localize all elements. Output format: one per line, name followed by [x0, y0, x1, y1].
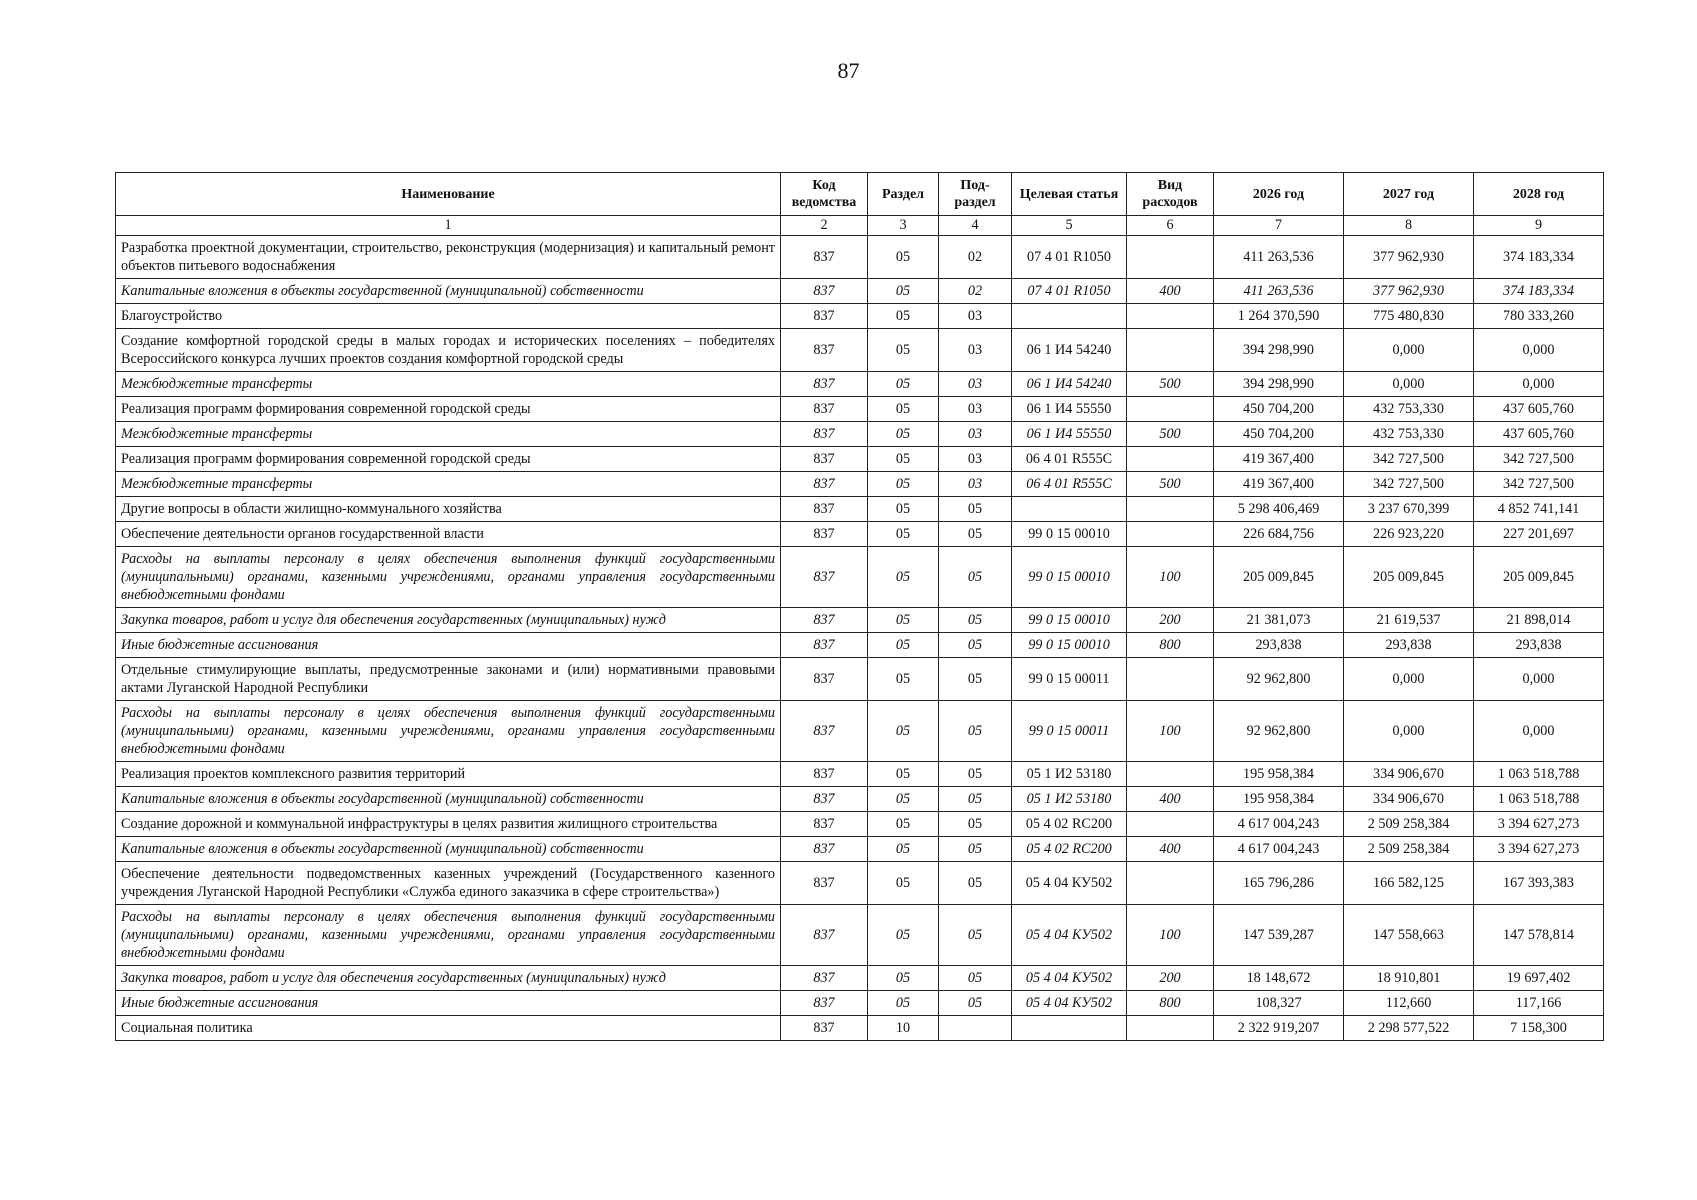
- row-value-2026: 21 381,073: [1214, 608, 1344, 633]
- row-value-2026: 5 298 406,469: [1214, 497, 1344, 522]
- row-vid: [1127, 1016, 1214, 1041]
- header-2027: 2027 год: [1344, 173, 1474, 216]
- row-name: Закупка товаров, работ и услуг для обеспечения государственных (муниципальных) нужд: [116, 966, 781, 991]
- row-podrazdel: 05: [939, 497, 1012, 522]
- row-value-2027: 2 509 258,384: [1344, 837, 1474, 862]
- row-value-2027: 2 298 577,522: [1344, 1016, 1474, 1041]
- row-name: Межбюджетные трансферты: [116, 372, 781, 397]
- row-value-2028: 437 605,760: [1474, 397, 1604, 422]
- header-2028: 2028 год: [1474, 173, 1604, 216]
- row-name: Благоустройство: [116, 304, 781, 329]
- row-statya: 05 1 И2 53180: [1012, 762, 1127, 787]
- row-vid: 100: [1127, 701, 1214, 762]
- row-statya: 05 4 04 КУ502: [1012, 991, 1127, 1016]
- row-razdel: 05: [868, 236, 939, 279]
- row-razdel: 05: [868, 991, 939, 1016]
- row-value-2028: 780 333,260: [1474, 304, 1604, 329]
- row-statya: [1012, 304, 1127, 329]
- row-kod: 837: [781, 372, 868, 397]
- table-row: [116, 787, 1604, 812]
- row-kod: 837: [781, 837, 868, 862]
- row-razdel: 05: [868, 701, 939, 762]
- row-kod: 837: [781, 966, 868, 991]
- row-value-2028: 21 898,014: [1474, 608, 1604, 633]
- row-value-2028: 342 727,500: [1474, 472, 1604, 497]
- row-podrazdel: 03: [939, 329, 1012, 372]
- table-row: [116, 279, 1604, 304]
- row-razdel: 05: [868, 608, 939, 633]
- row-kod: 837: [781, 658, 868, 701]
- row-razdel: 05: [868, 966, 939, 991]
- column-number: 1: [116, 216, 781, 236]
- row-podrazdel: 05: [939, 837, 1012, 862]
- column-number: 3: [868, 216, 939, 236]
- row-name: Межбюджетные трансферты: [116, 472, 781, 497]
- row-value-2027: 0,000: [1344, 372, 1474, 397]
- row-podrazdel: 03: [939, 447, 1012, 472]
- table-row: [116, 608, 1604, 633]
- row-kod: 837: [781, 633, 868, 658]
- row-value-2028: 0,000: [1474, 372, 1604, 397]
- table-row: [116, 372, 1604, 397]
- row-name: Отдельные стимулирующие выплаты, предусмотренные законами и (или) нормативными правовыми актами Луганской Народной Республики: [116, 658, 781, 701]
- row-razdel: 05: [868, 633, 939, 658]
- row-vid: 200: [1127, 966, 1214, 991]
- row-podrazdel: 03: [939, 397, 1012, 422]
- row-name: Иные бюджетные ассигнования: [116, 633, 781, 658]
- row-razdel: 05: [868, 422, 939, 447]
- header-statya: Целевая статья: [1012, 173, 1127, 216]
- column-number: 4: [939, 216, 1012, 236]
- row-value-2026: 147 539,287: [1214, 905, 1344, 966]
- row-value-2026: 18 148,672: [1214, 966, 1344, 991]
- table-row: [116, 762, 1604, 787]
- row-value-2026: 2 322 919,207: [1214, 1016, 1344, 1041]
- row-razdel: 05: [868, 762, 939, 787]
- row-kod: 837: [781, 608, 868, 633]
- row-value-2026: 108,327: [1214, 991, 1344, 1016]
- row-vid: [1127, 812, 1214, 837]
- row-value-2026: 226 684,756: [1214, 522, 1344, 547]
- row-value-2027: 21 619,537: [1344, 608, 1474, 633]
- row-statya: 05 4 04 КУ502: [1012, 966, 1127, 991]
- row-value-2027: 112,660: [1344, 991, 1474, 1016]
- row-value-2028: 374 183,334: [1474, 236, 1604, 279]
- row-podrazdel: 02: [939, 279, 1012, 304]
- row-podrazdel: 05: [939, 991, 1012, 1016]
- row-value-2027: 432 753,330: [1344, 397, 1474, 422]
- row-name: Создание дорожной и коммунальной инфраструктуры в целях развития жилищного строительства: [116, 812, 781, 837]
- row-value-2026: 92 962,800: [1214, 701, 1344, 762]
- row-vid: 500: [1127, 422, 1214, 447]
- row-name: Обеспечение деятельности органов государственной власти: [116, 522, 781, 547]
- row-value-2026: 205 009,845: [1214, 547, 1344, 608]
- row-kod: 837: [781, 472, 868, 497]
- row-kod: 837: [781, 1016, 868, 1041]
- table-row: [116, 862, 1604, 905]
- table-row: [116, 812, 1604, 837]
- row-statya: [1012, 497, 1127, 522]
- table-row: [116, 397, 1604, 422]
- row-value-2028: 1 063 518,788: [1474, 787, 1604, 812]
- row-statya: 05 4 02 RC200: [1012, 812, 1127, 837]
- row-podrazdel: 03: [939, 304, 1012, 329]
- row-value-2027: 0,000: [1344, 701, 1474, 762]
- row-name: Расходы на выплаты персоналу в целях обеспечения выполнения функций государственными (муниципальными) органами, казенными учреждениями, органами управления государственными внебюджетными фондами: [116, 547, 781, 608]
- row-razdel: 05: [868, 397, 939, 422]
- row-name: Социальная политика: [116, 1016, 781, 1041]
- row-statya: [1012, 1016, 1127, 1041]
- row-kod: 837: [781, 522, 868, 547]
- row-razdel: 05: [868, 812, 939, 837]
- row-value-2027: 377 962,930: [1344, 279, 1474, 304]
- table-row: [116, 701, 1604, 762]
- table-row: [116, 991, 1604, 1016]
- row-vid: 400: [1127, 837, 1214, 862]
- row-kod: 837: [781, 812, 868, 837]
- row-statya: 06 1 И4 54240: [1012, 329, 1127, 372]
- column-number: 9: [1474, 216, 1604, 236]
- row-value-2027: 342 727,500: [1344, 447, 1474, 472]
- row-value-2026: 1 264 370,590: [1214, 304, 1344, 329]
- row-razdel: 05: [868, 547, 939, 608]
- row-vid: [1127, 304, 1214, 329]
- row-name: Закупка товаров, работ и услуг для обеспечения государственных (муниципальных) нужд: [116, 608, 781, 633]
- row-name: Расходы на выплаты персоналу в целях обеспечения выполнения функций государственными (муниципальными) органами, казенными учреждениями, органами управления государственными внебюджетными фондами: [116, 905, 781, 966]
- row-value-2028: 342 727,500: [1474, 447, 1604, 472]
- row-value-2026: 411 263,536: [1214, 236, 1344, 279]
- row-razdel: 05: [868, 837, 939, 862]
- header-name: Наименование: [116, 173, 781, 216]
- row-value-2027: 775 480,830: [1344, 304, 1474, 329]
- row-podrazdel: 05: [939, 701, 1012, 762]
- row-podrazdel: 03: [939, 472, 1012, 497]
- row-kod: 837: [781, 905, 868, 966]
- column-number: 8: [1344, 216, 1474, 236]
- row-statya: 99 0 15 00011: [1012, 701, 1127, 762]
- row-value-2028: 147 578,814: [1474, 905, 1604, 966]
- table-row: [116, 633, 1604, 658]
- row-value-2026: 419 367,400: [1214, 472, 1344, 497]
- row-kod: 837: [781, 547, 868, 608]
- table-row: [116, 422, 1604, 447]
- table-row: [116, 304, 1604, 329]
- row-value-2028: 437 605,760: [1474, 422, 1604, 447]
- row-podrazdel: 03: [939, 372, 1012, 397]
- row-name: Капитальные вложения в объекты государственной (муниципальной) собственности: [116, 279, 781, 304]
- row-value-2026: 411 263,536: [1214, 279, 1344, 304]
- row-statya: 99 0 15 00010: [1012, 608, 1127, 633]
- row-value-2026: 92 962,800: [1214, 658, 1344, 701]
- row-value-2026: 4 617 004,243: [1214, 812, 1344, 837]
- row-value-2026: 195 958,384: [1214, 787, 1344, 812]
- table-row: [116, 497, 1604, 522]
- row-value-2028: 7 158,300: [1474, 1016, 1604, 1041]
- row-razdel: 05: [868, 497, 939, 522]
- row-statya: 05 1 И2 53180: [1012, 787, 1127, 812]
- row-razdel: 05: [868, 304, 939, 329]
- row-vid: [1127, 762, 1214, 787]
- row-value-2028: 227 201,697: [1474, 522, 1604, 547]
- row-value-2027: 293,838: [1344, 633, 1474, 658]
- row-kod: 837: [781, 329, 868, 372]
- row-value-2026: 450 704,200: [1214, 422, 1344, 447]
- row-value-2027: 334 906,670: [1344, 787, 1474, 812]
- row-value-2027: 166 582,125: [1344, 862, 1474, 905]
- row-razdel: 05: [868, 447, 939, 472]
- row-kod: 837: [781, 304, 868, 329]
- row-vid: 200: [1127, 608, 1214, 633]
- row-statya: 07 4 01 R1050: [1012, 279, 1127, 304]
- table-row: [116, 547, 1604, 608]
- row-statya: 06 4 01 R555C: [1012, 472, 1127, 497]
- row-razdel: 05: [868, 472, 939, 497]
- row-value-2028: 1 063 518,788: [1474, 762, 1604, 787]
- table-row: [116, 658, 1604, 701]
- table-row: [116, 447, 1604, 472]
- row-value-2028: 0,000: [1474, 658, 1604, 701]
- row-vid: 500: [1127, 372, 1214, 397]
- row-razdel: 05: [868, 329, 939, 372]
- row-kod: 837: [781, 279, 868, 304]
- row-vid: [1127, 522, 1214, 547]
- row-value-2026: 450 704,200: [1214, 397, 1344, 422]
- table-row: [116, 236, 1604, 279]
- row-podrazdel: 05: [939, 812, 1012, 837]
- row-kod: 837: [781, 236, 868, 279]
- row-vid: [1127, 497, 1214, 522]
- row-value-2027: 147 558,663: [1344, 905, 1474, 966]
- row-value-2028: 4 852 741,141: [1474, 497, 1604, 522]
- header-2026: 2026 год: [1214, 173, 1344, 216]
- row-value-2027: 0,000: [1344, 658, 1474, 701]
- column-number: 5: [1012, 216, 1127, 236]
- column-number: 2: [781, 216, 868, 236]
- row-kod: 837: [781, 701, 868, 762]
- row-podrazdel: 05: [939, 608, 1012, 633]
- row-value-2028: 293,838: [1474, 633, 1604, 658]
- table-row: [116, 329, 1604, 372]
- page-number: 87: [837, 58, 860, 83]
- row-value-2026: 195 958,384: [1214, 762, 1344, 787]
- row-statya: 99 0 15 00010: [1012, 633, 1127, 658]
- column-number: 7: [1214, 216, 1344, 236]
- row-podrazdel: 05: [939, 762, 1012, 787]
- table-row: [116, 905, 1604, 966]
- row-kod: 837: [781, 397, 868, 422]
- header-podrazdel: Под-раздел: [939, 173, 1012, 216]
- row-name: Разработка проектной документации, строительство, реконструкция (модернизация) и капитальный ремонт объектов питьевого водоснабжения: [116, 236, 781, 279]
- row-vid: [1127, 658, 1214, 701]
- row-podrazdel: [939, 1016, 1012, 1041]
- row-vid: [1127, 397, 1214, 422]
- row-name: Расходы на выплаты персоналу в целях обеспечения выполнения функций государственными (муниципальными) органами, казенными учреждениями, органами управления государственными внебюджетными фондами: [116, 701, 781, 762]
- table-row: [116, 966, 1604, 991]
- row-razdel: 05: [868, 658, 939, 701]
- row-value-2027: 18 910,801: [1344, 966, 1474, 991]
- row-razdel: 05: [868, 862, 939, 905]
- row-value-2028: 19 697,402: [1474, 966, 1604, 991]
- row-value-2027: 432 753,330: [1344, 422, 1474, 447]
- row-value-2026: 293,838: [1214, 633, 1344, 658]
- row-value-2027: 226 923,220: [1344, 522, 1474, 547]
- row-name: Реализация проектов комплексного развития территорий: [116, 762, 781, 787]
- row-value-2028: 374 183,334: [1474, 279, 1604, 304]
- row-vid: [1127, 236, 1214, 279]
- row-kod: 837: [781, 787, 868, 812]
- column-number-row: [116, 216, 1604, 236]
- row-name: Реализация программ формирования современной городской среды: [116, 447, 781, 472]
- row-statya: 05 4 04 КУ502: [1012, 862, 1127, 905]
- row-kod: 837: [781, 762, 868, 787]
- table-row: [116, 472, 1604, 497]
- row-value-2028: 0,000: [1474, 329, 1604, 372]
- row-podrazdel: 05: [939, 905, 1012, 966]
- row-vid: 800: [1127, 991, 1214, 1016]
- row-razdel: 05: [868, 905, 939, 966]
- row-podrazdel: 05: [939, 966, 1012, 991]
- row-podrazdel: 05: [939, 522, 1012, 547]
- row-value-2028: 167 393,383: [1474, 862, 1604, 905]
- row-statya: 05 4 02 RC200: [1012, 837, 1127, 862]
- row-kod: 837: [781, 447, 868, 472]
- row-name: Создание комфортной городской среды в малых городах и исторических поселениях – победителях Всероссийского конкурса лучших проектов создания комфортной городской среды: [116, 329, 781, 372]
- row-statya: 06 1 И4 55550: [1012, 397, 1127, 422]
- row-value-2028: 117,166: [1474, 991, 1604, 1016]
- row-value-2027: 2 509 258,384: [1344, 812, 1474, 837]
- row-razdel: 10: [868, 1016, 939, 1041]
- row-vid: 500: [1127, 472, 1214, 497]
- row-vid: 400: [1127, 279, 1214, 304]
- row-value-2027: 205 009,845: [1344, 547, 1474, 608]
- row-statya: 06 4 01 R555C: [1012, 447, 1127, 472]
- row-vid: 400: [1127, 787, 1214, 812]
- header-razdel: Раздел: [868, 173, 939, 216]
- row-statya: 07 4 01 R1050: [1012, 236, 1127, 279]
- table-row: [116, 1016, 1604, 1041]
- row-statya: 99 0 15 00011: [1012, 658, 1127, 701]
- table-row: [116, 522, 1604, 547]
- table-row: [116, 837, 1604, 862]
- row-vid: [1127, 329, 1214, 372]
- row-value-2028: 3 394 627,273: [1474, 837, 1604, 862]
- row-name: Обеспечение деятельности подведомственных казенных учреждений (Государственного казенного учреждения Луганской Народной Республики «Служба единого заказчика в сфере строительства»): [116, 862, 781, 905]
- row-value-2027: 0,000: [1344, 329, 1474, 372]
- row-value-2026: 4 617 004,243: [1214, 837, 1344, 862]
- row-kod: 837: [781, 991, 868, 1016]
- row-vid: [1127, 447, 1214, 472]
- row-vid: 100: [1127, 547, 1214, 608]
- row-statya: 99 0 15 00010: [1012, 522, 1127, 547]
- row-razdel: 05: [868, 787, 939, 812]
- row-podrazdel: 05: [939, 658, 1012, 701]
- row-podrazdel: 02: [939, 236, 1012, 279]
- row-value-2026: 394 298,990: [1214, 329, 1344, 372]
- row-name: Капитальные вложения в объекты государственной (муниципальной) собственности: [116, 837, 781, 862]
- header-vid: Вид расходов: [1127, 173, 1214, 216]
- row-statya: 99 0 15 00010: [1012, 547, 1127, 608]
- row-value-2028: 3 394 627,273: [1474, 812, 1604, 837]
- row-value-2027: 377 962,930: [1344, 236, 1474, 279]
- budget-table: [115, 172, 1604, 1041]
- row-kod: 837: [781, 862, 868, 905]
- row-razdel: 05: [868, 522, 939, 547]
- row-name: Другие вопросы в области жилищно-коммунального хозяйства: [116, 497, 781, 522]
- row-podrazdel: 05: [939, 633, 1012, 658]
- row-value-2026: 165 796,286: [1214, 862, 1344, 905]
- row-vid: [1127, 862, 1214, 905]
- row-value-2026: 419 367,400: [1214, 447, 1344, 472]
- row-statya: 05 4 04 КУ502: [1012, 905, 1127, 966]
- row-vid: 800: [1127, 633, 1214, 658]
- column-number: 6: [1127, 216, 1214, 236]
- table-body: [116, 236, 1604, 1041]
- row-kod: 837: [781, 422, 868, 447]
- row-podrazdel: 05: [939, 862, 1012, 905]
- row-value-2027: 3 237 670,399: [1344, 497, 1474, 522]
- row-value-2027: 342 727,500: [1344, 472, 1474, 497]
- header-kod: Код ведомства: [781, 173, 868, 216]
- row-vid: 100: [1127, 905, 1214, 966]
- row-name: Иные бюджетные ассигнования: [116, 991, 781, 1016]
- row-podrazdel: 05: [939, 787, 1012, 812]
- row-name: Капитальные вложения в объекты государственной (муниципальной) собственности: [116, 787, 781, 812]
- row-podrazdel: 03: [939, 422, 1012, 447]
- row-value-2028: 205 009,845: [1474, 547, 1604, 608]
- row-name: Межбюджетные трансферты: [116, 422, 781, 447]
- row-name: Реализация программ формирования современной городской среды: [116, 397, 781, 422]
- row-value-2026: 394 298,990: [1214, 372, 1344, 397]
- row-razdel: 05: [868, 279, 939, 304]
- row-statya: 06 1 И4 54240: [1012, 372, 1127, 397]
- row-kod: 837: [781, 497, 868, 522]
- row-razdel: 05: [868, 372, 939, 397]
- row-value-2028: 0,000: [1474, 701, 1604, 762]
- row-podrazdel: 05: [939, 547, 1012, 608]
- row-statya: 06 1 И4 55550: [1012, 422, 1127, 447]
- header-row: [116, 173, 1604, 216]
- row-value-2027: 334 906,670: [1344, 762, 1474, 787]
